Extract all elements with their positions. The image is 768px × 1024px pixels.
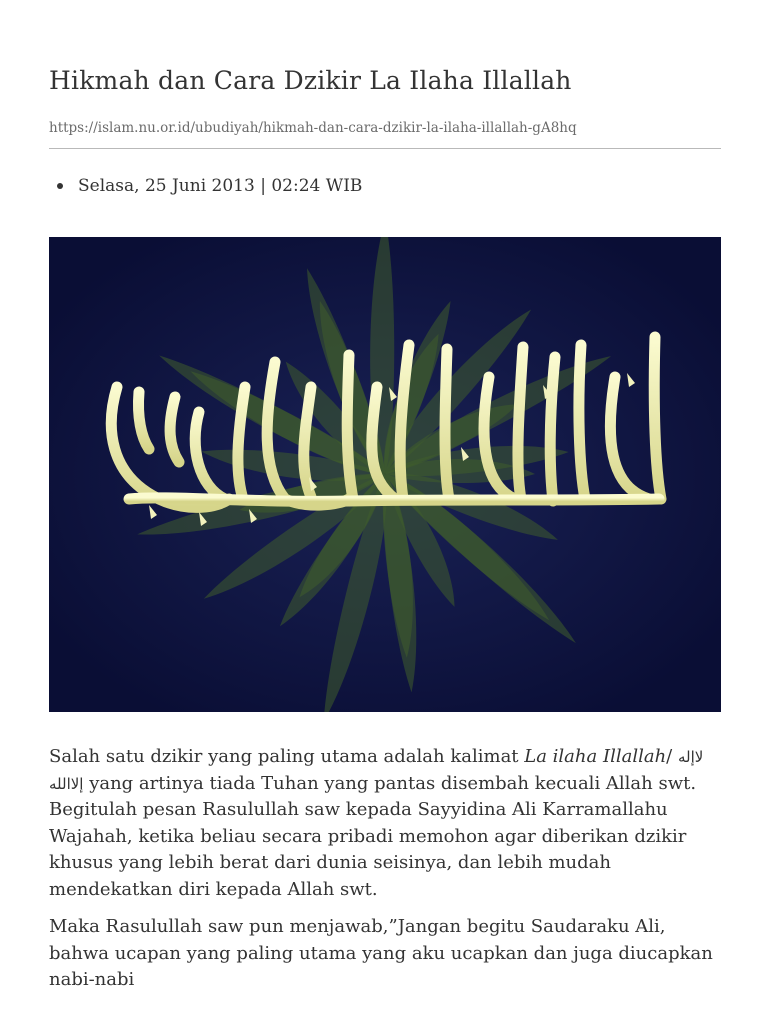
bullet-icon [57,183,63,189]
article-meta [57,176,362,196]
italic-phrase: La ilaha Illallah [524,746,667,767]
paragraph [49,744,721,903]
paragraph: Maka Rasulullah saw pun menjawab,”Jangan begitu Saudaraku Ali, bahwa ucapan yang paling utama yang aku ucapkan dan juga diucapkan nabi-nabi [49,916,713,990]
paragraph-text: yang artinya tiada Tuhan yang pantas disembah kecuali Allah swt. Begitulah pesan Rasulullah saw kepada Sayyidina Ali Karramallahu Wajahah, ketika beliau secara pribadi memohon agar diberikan dzikir khusus yang lebih berat dari dunia seisinya, dan lebih mudah mendekatkan diri kepada Allah swt. [49,772,697,900]
paragraph-text: Salah satu dzikir yang paling utama adalah kalimat [49,746,525,767]
header-divider [49,148,721,149]
slash-separator: / [666,746,678,767]
publish-date: Selasa, 25 Juni 2013 | 02:24 WIB [78,176,363,196]
article-url-link[interactable]: https://islam.nu.or.id/ubudiyah/hikmah-dan-cara-dzikir-la-ilaha-illallah-gA8hq [49,120,577,136]
hero-image [49,237,721,712]
arabic-phrase: لاإله إلاالله [49,748,704,793]
article-body [49,744,721,1005]
calligraphy-image [49,237,721,712]
article-title: Hikmah dan Cara Dzikir La Ilaha Illallah [49,66,572,95]
